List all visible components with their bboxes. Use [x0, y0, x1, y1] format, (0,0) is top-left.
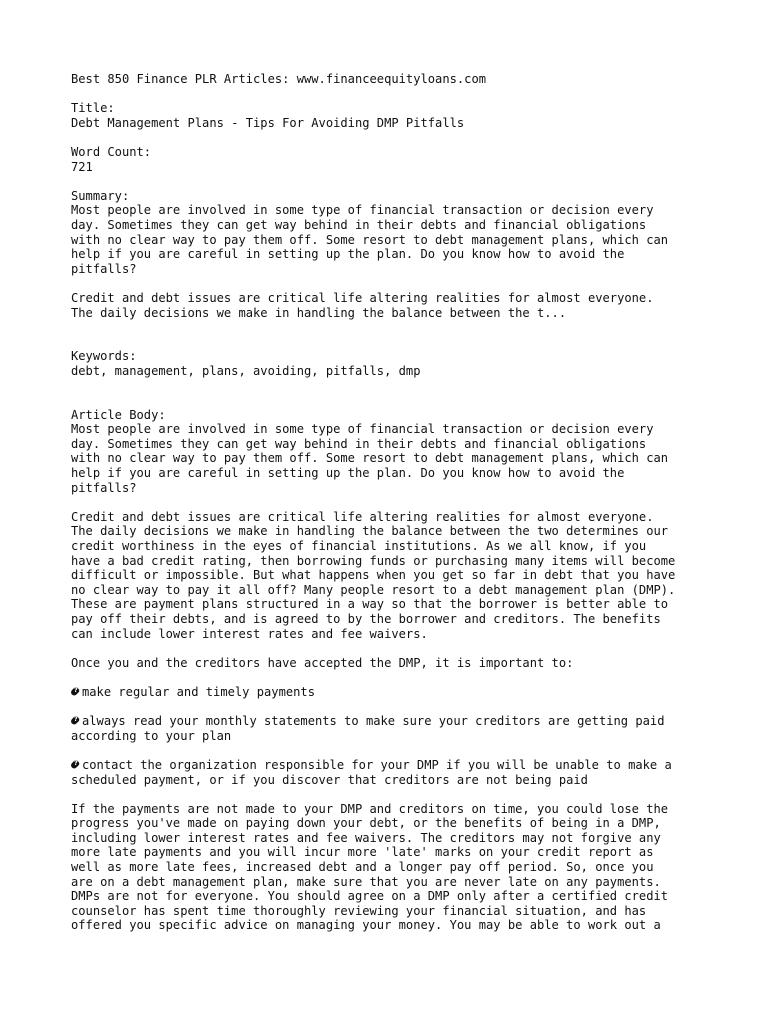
body-line: well as more late fees, increased debt and a longer pay off period. So, once you	[71, 860, 654, 875]
body-line: with no clear way to pay them off. Some resort to debt management plans, which can	[71, 451, 669, 466]
body-line: These are payment plans structured in a way so that the borrower is better able to	[71, 597, 669, 612]
body-line: The daily decisions we make in handling the balance between the two determines our	[71, 524, 669, 539]
body-line: difficult or impossible. But what happens when you get so far in debt that you have	[71, 568, 676, 583]
body-line: progress you've made on paying down your debt, or the benefits of being in a DMP,	[71, 816, 661, 831]
body-line: counselor has spent time thoroughly reviewing your financial situation, and has	[71, 903, 647, 918]
source-line: Best 850 Finance PLR Articles: www.financeequityloans.com	[71, 72, 487, 86]
bullet-text: according to your plan	[71, 728, 232, 743]
body-line: Credit and debt issues are critical life altering realities for almost everyone.	[71, 509, 654, 524]
article-body-label: Article Body:	[71, 407, 166, 422]
body-line: including lower interest rates and fee waivers. The creditors may not forgive any	[71, 830, 661, 845]
document-page	[71, 72, 731, 933]
body-line: pay off their debts, and is agreed to by the borrower and creditors. The benefits	[71, 611, 661, 626]
bullet-text: always read your monthly statements to make sure your creditors are getting paid	[82, 714, 665, 729]
body-line: are on a debt management plan, make sure that you are never late on any payments.	[71, 874, 661, 889]
summary-paragraph	[71, 203, 731, 276]
summary-line: with no clear way to pay them off. Some resort to debt management plans, which can	[71, 232, 669, 247]
body-line: help if you are careful in setting up the plan. Do you know how to avoid the	[71, 466, 625, 481]
bullet-text: scheduled payment, or if you discover that creditors are not being paid	[71, 772, 588, 787]
bullet-item	[71, 758, 731, 787]
summary-teaser	[71, 291, 731, 320]
teaser-line: The daily decisions we make in handling the balance between the t...	[71, 305, 567, 320]
body-line: credit worthiness in the eyes of financial institutions. As we all know, if you	[71, 539, 647, 553]
replacement-char-icon	[70, 759, 80, 769]
keywords-label: Keywords:	[71, 349, 137, 364]
teaser-line: Credit and debt issues are critical life altering realities for almost everyone.	[71, 290, 654, 305]
body-line: DMPs are not for everyone. You should agree on a DMP only after a certified credit	[71, 889, 669, 904]
keywords-value: debt, management, plans, avoiding, pitfalls, dmp	[71, 363, 421, 378]
body-line: pitfalls?	[71, 480, 137, 495]
body-line: more late payments and you will incur more 'late' marks on your credit report as	[71, 845, 654, 860]
bullet-text: make regular and timely payments	[82, 684, 315, 699]
bullet-item	[71, 685, 731, 700]
body-paragraph-2	[71, 510, 731, 641]
bullet-text: contact the organization responsible for your DMP if you will be unable to make a	[82, 757, 672, 772]
summary-line: help if you are careful in setting up the plan. Do you know how to avoid the	[71, 247, 625, 262]
body-paragraph-3: Once you and the creditors have accepted the DMP, it is important to:	[71, 655, 574, 670]
title-label: Title:	[71, 101, 115, 116]
summary-line: Most people are involved in some type of financial transaction or decision every	[71, 203, 654, 218]
body-paragraph-4	[71, 802, 731, 933]
body-line: If the payments are not made to your DMP and creditors on time, you could lose the	[71, 801, 669, 816]
summary-line: pitfalls?	[71, 261, 137, 276]
word-count-label: Word Count:	[71, 144, 152, 159]
body-line: Most people are involved in some type of financial transaction or decision every	[71, 422, 654, 437]
replacement-char-icon	[70, 686, 80, 696]
article-title: Debt Management Plans - Tips For Avoiding DMP Pitfalls	[71, 115, 465, 130]
body-line: no clear way to pay it all off? Many people resort to a debt management plan (DMP).	[71, 582, 676, 597]
replacement-char-icon	[70, 715, 80, 725]
body-line: day. Sometimes they can get way behind in their debts and financial obligations	[71, 436, 647, 451]
body-intro-paragraph	[71, 422, 731, 495]
summary-label: Summary:	[71, 188, 130, 203]
body-line: have a bad credit rating, then borrowing funds or purchasing many items will become	[71, 553, 676, 568]
bullet-item	[71, 714, 731, 743]
word-count-value: 721	[71, 159, 93, 174]
summary-line: day. Sometimes they can get way behind in their debts and financial obligations	[71, 217, 647, 232]
body-line: can include lower interest rates and fee waivers.	[71, 626, 428, 641]
body-line: offered you specific advice on managing your money. You may be able to work out a	[71, 918, 661, 933]
